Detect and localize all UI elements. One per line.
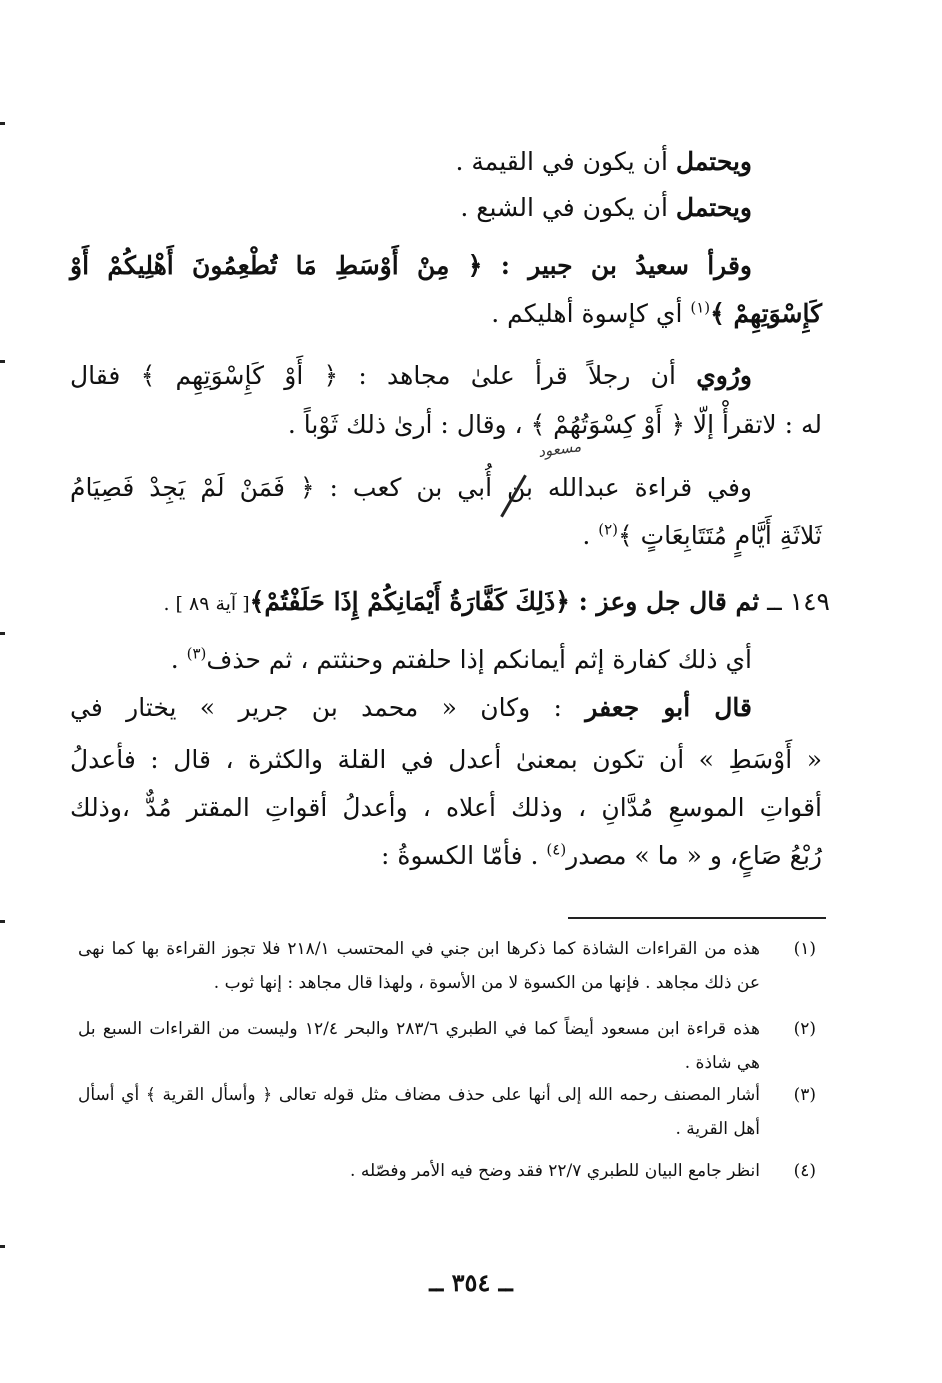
page-number: ــ ٣٥٤ ــ — [429, 1268, 513, 1297]
line-lead: وقرأ سعيدُ بن جبير — [528, 251, 752, 280]
line-text: أي كإسوة أهليكم . — [491, 299, 691, 328]
footnote-text: أشار المصنف رحمه الله إلى أنها على حذف مضاف مثل قوله تعالى ﴿ وأسأل القرية ﴾ أي أسأل أهل القرية . — [78, 1085, 760, 1139]
handwritten-correction: مسعود — [536, 437, 583, 461]
line-lead: ويحتمل — [675, 193, 752, 222]
line-lead: ويحتمل — [675, 147, 752, 176]
footnote-number: (٣) — [793, 1085, 816, 1105]
footnote — [78, 932, 816, 1000]
verse-text: ﴿ذَلِكَ كَفَّارَةُ أَيْمَانِكُمْ إِذَا حَلَفْتُمْ﴾ — [249, 587, 570, 616]
text-line — [70, 786, 822, 830]
text-line — [70, 140, 822, 184]
text-line — [70, 354, 822, 398]
footnote-ref: (١) — [690, 298, 711, 317]
quran-quote: كَإِسْوَتِهِمْ ﴾ — [710, 299, 822, 328]
line-text: أن يكون في الشبع . — [460, 193, 676, 222]
line-text: وفي قراءة عبدالله بن أُبي بن كعب : ﴿ فَمَنْ لَمْ يَجِدْ فَصِيَامُ — [70, 473, 752, 502]
line-text: أقواتِ الموسعِ مُدَّانِ ، وذلك أعلاه ، وأعدلُ أقواتِ المقتر مُدٌّ ،وذلك — [70, 793, 822, 822]
footnote-number: (١) — [793, 939, 816, 959]
line-text: رُبْعُ صَاعٍ، و « ما » مصدر — [566, 841, 822, 870]
text-line — [70, 466, 822, 510]
footnote-number: (٢) — [793, 1019, 816, 1039]
footnote-number: (٤) — [793, 1161, 816, 1181]
entry-number: ١٤٩ — [789, 587, 830, 616]
line-text: ثَلاثَةِ أَيَّامٍ مُتَتَابِعَاتٍ ﴾ — [618, 521, 822, 550]
edge-mark — [0, 122, 5, 125]
footnote-separator — [568, 917, 826, 919]
edge-mark — [0, 920, 5, 923]
footnote-ref: (٢) — [598, 520, 618, 539]
line-text: : وكان « محمد بن جرير » يختار في — [70, 693, 586, 722]
text-line — [70, 638, 822, 682]
footnote — [78, 1012, 816, 1080]
text-line — [70, 738, 822, 782]
footnote-ref: (٤) — [546, 840, 567, 859]
footnote-ref: (٣) — [186, 644, 207, 663]
line-text: أن يكون في القيمة . — [455, 147, 676, 176]
line-text: أي ذلك كفارة إثم أيمانكم إذا حلفتم وحنثتم ، ثم حذف — [206, 645, 752, 674]
footnote — [78, 1078, 816, 1146]
footnote-text: انظر جامع البيان للطبري ٢٢/٧ فقد وضح فيه الأمر وفصّله . — [350, 1161, 760, 1181]
text-line — [70, 686, 822, 730]
footnote — [78, 1154, 816, 1188]
line-text: . فأمّا الكسوةُ : — [381, 841, 547, 870]
footnote-text: هذه من القراءات الشاذة كما ذكرها ابن جني في المحتسب ٢١٨/١ فلا تجوز القراءة بها كما نهى عن ذلك مجاهد . فإنها من الكسوة لا من الأسوة ، ولهذا قال مجاهد : إنها ثوب . — [78, 939, 760, 993]
edge-mark — [0, 360, 5, 363]
edge-mark — [0, 1245, 5, 1248]
entry-dash: ــ — [759, 587, 790, 616]
quran-quote: : ﴿ مِنْ أَوْسَطِ مَا تُطْعِمُونَ أَهْلِيكُمْ أَوْ — [70, 251, 529, 280]
line-text: . — [170, 645, 187, 674]
text-line — [70, 186, 822, 230]
verse-heading — [78, 580, 830, 624]
verse-intro: ثم قال جل وعز : — [569, 587, 760, 616]
text-line — [70, 292, 822, 336]
line-lead: قال أبو جعفر — [585, 693, 752, 722]
edge-mark — [0, 632, 5, 635]
line-text: له : لاتقرأْ إلّا ﴿ أَوْ كِسْوَتُهُمْ ﴾ ، وقال : أرىٰ ذلك ثَوْباً . — [287, 410, 822, 439]
line-text: أن رجلاً قرأ علىٰ مجاهد : ﴿ أَوْ كَإِسْوَتِهِم ﴾ فقال — [70, 361, 697, 390]
verse-reference: [ آية ٨٩ ] . — [163, 593, 250, 615]
text-line — [70, 244, 822, 288]
text-line — [70, 403, 822, 447]
line-text: . — [582, 521, 599, 550]
line-lead: ورُوي — [696, 361, 752, 390]
text-line — [70, 514, 822, 558]
text-line — [70, 834, 822, 878]
line-text: « أَوْسَطِ » أن تكون بمعنىٰ أعدل في القلة والكثرة ، قال : فأعدلُ — [70, 745, 822, 774]
footnote-text: هذه قراءة ابن مسعود أيضاً كما في الطبري ٢٨٣/٦ والبحر ١٢/٤ وليست من القراءات السبع بل هي شاذة . — [78, 1019, 760, 1073]
